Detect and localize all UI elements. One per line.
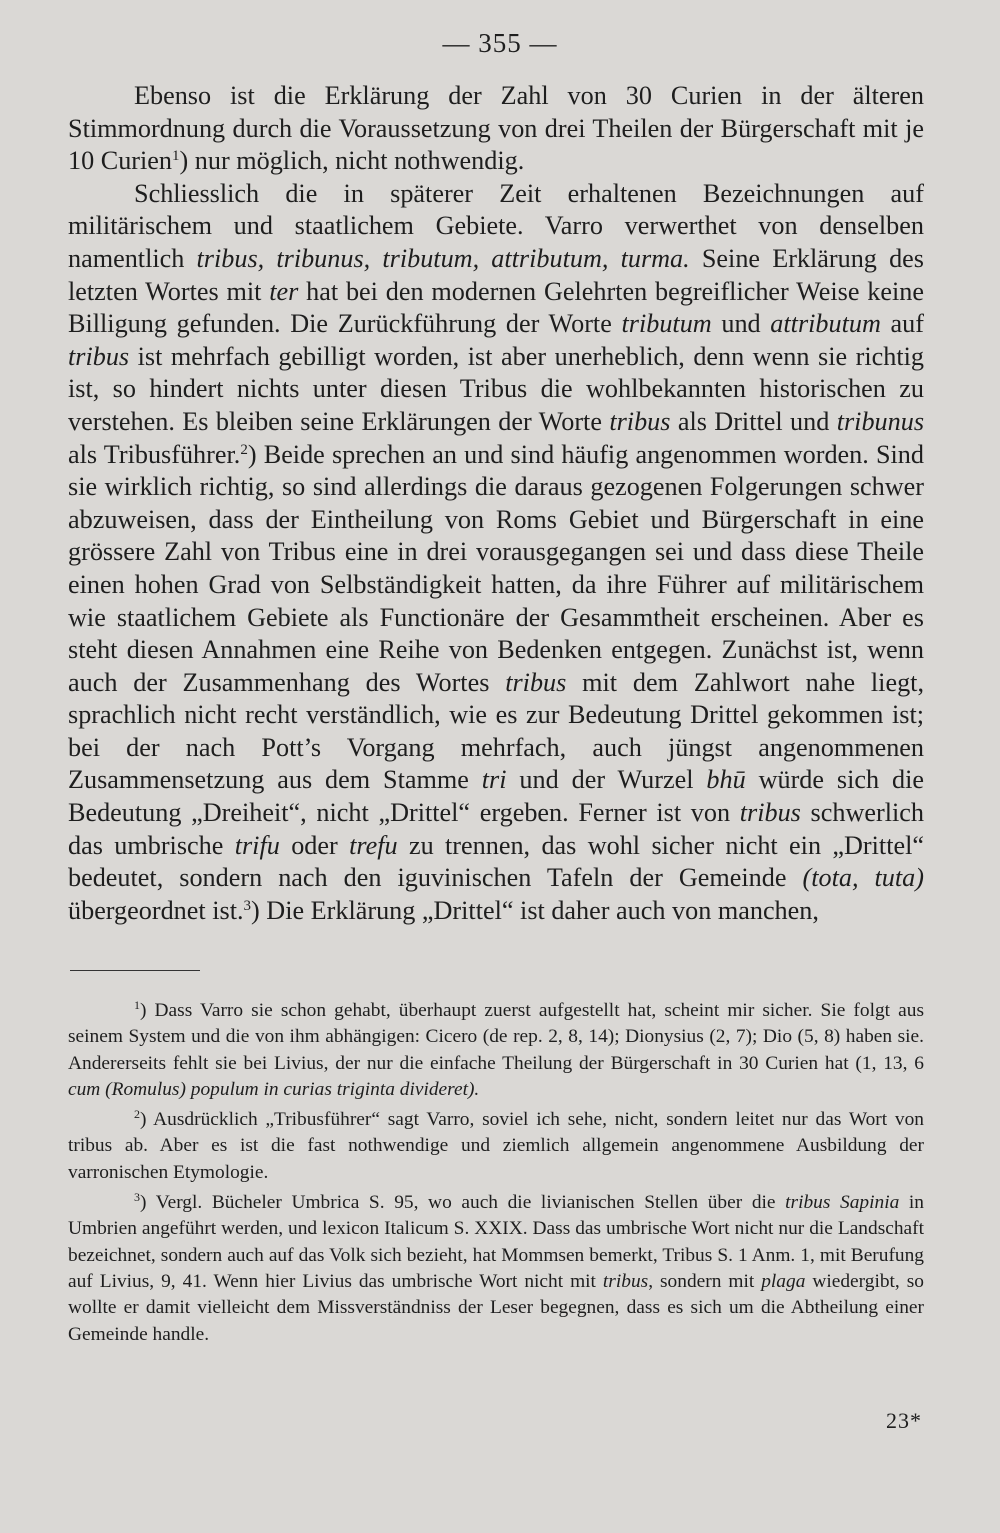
text-run: auf bbox=[880, 309, 924, 339]
paragraph bbox=[68, 80, 924, 178]
signature-mark: 23* bbox=[886, 1408, 922, 1433]
text-run: und der Wurzel bbox=[506, 765, 707, 795]
italic-term: tribus bbox=[609, 406, 671, 436]
text-run: ) Ausdrücklich „Tribusführer“ sagt Varro, soviel ich sehe, nicht, sondern leitet nur das Wort von tribus ab. Aber es ist die fast nothwendige und ziemlich allgemein angenommene Ausbildung der varronischen Etymologie. bbox=[68, 1109, 924, 1183]
footnote bbox=[68, 1107, 924, 1186]
footnote-marker: 3 bbox=[243, 897, 252, 914]
text-run: übergeordnet ist. bbox=[68, 895, 244, 925]
text-run: Ebenso ist die Erklärung der Zahl von 30 Curien in der älteren Stimmordnung durch die Voraussetzung von drei Theilen der Bürgerschaft mit je 10 Curien bbox=[68, 81, 924, 176]
text-run: Seine Erklärung des letzten Wortes mit bbox=[68, 243, 924, 306]
italic-term: bhū bbox=[706, 765, 746, 795]
footnotes bbox=[68, 998, 924, 1348]
text-run: , sondern mit bbox=[648, 1270, 762, 1292]
text-run: würde sich die Bedeutung „Dreiheit“, nicht „Drittel“ ergeben. Ferner ist von bbox=[68, 765, 924, 828]
text-run: ist mehrfach gebilligt worden, ist aber unerheblich, denn wenn sie richtig ist, so hindert nichts unter diesen Tribus die wohlbekannten historischen zu verstehen. Es bleiben seine Erklärungen der Worte bbox=[68, 341, 924, 436]
italic-term: tribus bbox=[602, 1270, 649, 1292]
footnote-marker: 1 bbox=[172, 148, 180, 165]
italic-term: trifu bbox=[234, 830, 280, 860]
text-run: Schliesslich die in späterer Zeit erhaltenen Bezeichnungen auf militärischem und staatlichem Gebiete. Varro verwerthet von denselben namentlich bbox=[68, 178, 924, 273]
text-run: zu trennen, das wohl sicher nicht ein „Drittel“ bedeutet, sondern nach den iguvinischen Tafeln der Gemeinde bbox=[68, 830, 924, 893]
text-run: mit dem Zahlwort nahe liegt, sprachlich nicht recht verständlich, wie es zur Bedeutung Drittel gekommen ist; bei der nach Pott’s Vorgang mehrfach, auch jüngst angenommenen Zusammensetzung aus dem Stamme bbox=[68, 667, 924, 795]
footnote bbox=[68, 1190, 924, 1348]
italic-term: tribus bbox=[505, 667, 567, 697]
italic-term: tri bbox=[481, 765, 507, 795]
italic-term: tribunus bbox=[836, 406, 925, 436]
text-run: ) nur möglich, nicht nothwendig. bbox=[179, 146, 525, 176]
text-run: als Tribusführer. bbox=[68, 439, 241, 469]
footnote-marker: 2 bbox=[134, 1107, 140, 1122]
italic-term: tribus, tribunus, tributum, attributum, turma. bbox=[196, 243, 690, 273]
text-run: ) Beide sprechen an und sind häufig angenommen worden. Sind sie wirklich richtig, so sind allerdings die daraus gezogenen Folgerungen schwer abzuweisen, dass der Eintheilung von Roms Gebiet und Bürgerschaft in eine grössere Zahl von Tribus eine in drei vorausgegangen sei und dass diese Theile einen hohen Grad von Selbständigkeit hatten, da ihre Führer auf militärischem wie staatlichem Gebiete als Functionäre der Gesammtheit erscheinen. Aber es steht diesen Annahmen eine Reihe von Bedenken entgegen. Zunächst ist, wenn auch der Zusammenhang des Wortes bbox=[68, 439, 924, 697]
italic-term: tribus bbox=[739, 798, 801, 828]
page-number: — 355 — bbox=[442, 28, 558, 58]
italic-term: plaga bbox=[761, 1270, 806, 1292]
text-run: schwerlich das umbrische bbox=[68, 798, 924, 860]
text-run: oder bbox=[279, 830, 350, 860]
paragraph bbox=[68, 178, 924, 928]
italic-term: tribus Sapinia bbox=[785, 1192, 900, 1214]
text-run: wiedergibt, so wollte er damit vielleicht dem Missverständniss der Leser begegnen, dass es sich um die Abtheilung einer Gemeinde handle. bbox=[68, 1270, 924, 1345]
text-run: und bbox=[711, 309, 771, 339]
text-run: als Drittel und bbox=[670, 406, 837, 436]
italic-term: cum (Romulus) populum in curias triginta divideret). bbox=[68, 1078, 480, 1100]
main-text bbox=[68, 80, 924, 927]
footnote-marker: 3 bbox=[134, 1190, 140, 1205]
text-run: ) Vergl. Bücheler Umbrica S. 95, wo auch die livianischen Stellen über die bbox=[140, 1192, 786, 1214]
text-run: hat bei den modernen Gelehrten begreiflicher Weise keine Billigung gefunden. Die Zurückführung der Worte bbox=[68, 276, 924, 339]
text-run: ) Dass Varro sie schon gehabt, überhaupt zuerst aufgestellt hat, scheint mir sicher. Sie folgt aus seinem System und die von ihm abhängigen: Cicero (de rep. 2, 8, 14); Dionysius (2, 7); Dio (5, 8) haben sie. Andererseits fehlt sie bei Livius, der nur die einfache Theilung der Bürgerschaft in 30 Curien hat (1, 13, 6 bbox=[68, 1000, 924, 1074]
italic-term: tribus bbox=[68, 341, 130, 371]
text-run: in Umbrien angeführt werden, und lexicon Italicum S. XXIX. Dass das umbrische Wort nicht nur die Landschaft bezeichnet, sondern auch auf das Volk sich bezieht, hat Mommsen bemerkt, Tribus S. 1 Anm. 1, mit Berufung auf Livius, 9, 41. Wenn hier Livius das umbrische Wort nicht mit bbox=[68, 1192, 924, 1292]
italic-term: tributum bbox=[621, 309, 712, 339]
italic-term: trefu bbox=[349, 830, 398, 860]
italic-term: ter bbox=[269, 276, 299, 306]
text-run: ) Die Erklärung „Drittel“ ist daher auch von manchen, bbox=[251, 895, 819, 925]
footnote-divider bbox=[70, 970, 200, 971]
italic-term: (tota, tuta) bbox=[802, 863, 924, 893]
italic-term: attributum bbox=[770, 309, 881, 339]
footnote-marker: 1 bbox=[134, 998, 140, 1012]
footnote-marker: 2 bbox=[240, 441, 248, 458]
footnote bbox=[68, 998, 924, 1103]
